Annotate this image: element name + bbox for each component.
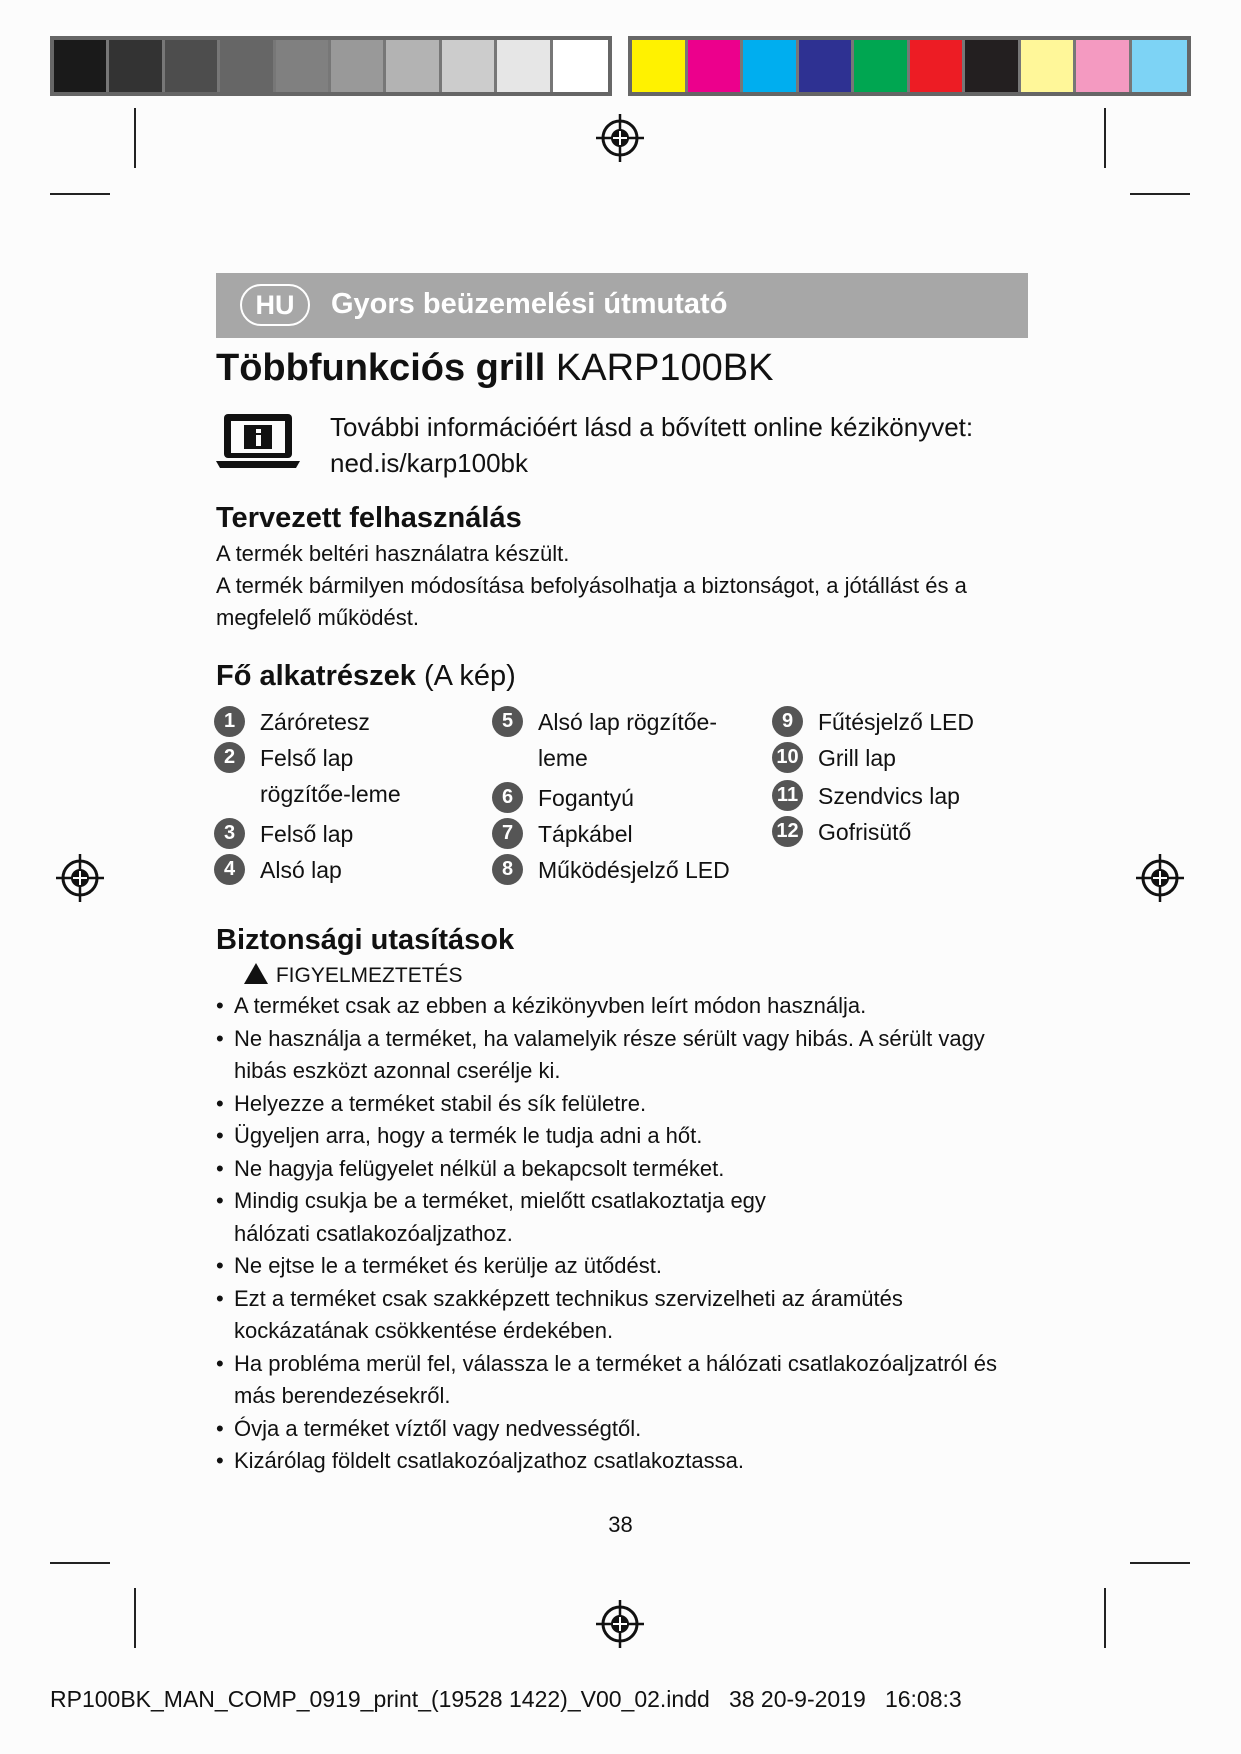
online-manual-link[interactable]: ned.is/karp100bk — [330, 448, 529, 478]
gray-swatch — [54, 40, 109, 92]
intended-use-line: A termék bármilyen módosítása befolyásolhatja a biztonságot, a jótállást és a megfelelő működést. — [216, 573, 967, 630]
part-number-badge: 7 — [492, 818, 523, 849]
crop-mark — [134, 1588, 136, 1648]
product-model: KARP100BK — [555, 347, 774, 389]
part-label: Működésjelző LED — [538, 857, 730, 883]
part-label: Tápkábel — [538, 821, 633, 847]
part-label: Záróretesz — [260, 709, 370, 735]
color-swatch — [743, 40, 799, 92]
color-swatch — [965, 40, 1021, 92]
part-label: Szendvics lap — [818, 783, 960, 809]
safety-item: • Óvja a terméket víztől vagy nedvességtől. — [216, 1413, 1036, 1446]
gray-swatch — [331, 40, 386, 92]
gray-swatch — [109, 40, 164, 92]
part-number-badge: 8 — [492, 854, 523, 885]
crop-mark — [1104, 108, 1106, 168]
color-swatch — [854, 40, 910, 92]
grayscale-bar — [50, 36, 612, 96]
safety-item: • Ezt a terméket csak szakképzett technikus szervizelheti az áramütés kockázatának csökkentése érdekében. — [216, 1283, 1036, 1348]
part-number-badge: 6 — [492, 782, 523, 813]
part-label: Gofrisütő — [818, 819, 912, 845]
part-number-badge: 12 — [772, 816, 803, 847]
safety-item: • Helyezze a terméket stabil és sík felületre. — [216, 1088, 1036, 1121]
color-bar — [628, 36, 1191, 96]
intended-use-heading: Tervezett felhasználás — [216, 502, 522, 534]
main-parts-heading-ref: (A kép) — [423, 660, 516, 692]
crop-mark — [1130, 1562, 1190, 1564]
registration-mark-icon — [56, 854, 104, 902]
color-swatch — [910, 40, 966, 92]
color-swatch — [1076, 40, 1132, 92]
warning-text: FIGYELMEZTETÉS — [275, 964, 463, 987]
color-swatch — [1021, 40, 1077, 92]
safety-item: • Kizárólag földelt csatlakozóaljzathoz csatlakoztassa. — [216, 1445, 1036, 1478]
gray-swatch — [386, 40, 441, 92]
safety-list — [216, 990, 1036, 1478]
registration-mark-icon — [1136, 854, 1184, 902]
page-number: 38 — [608, 1512, 633, 1537]
crop-mark — [1104, 1588, 1106, 1648]
registration-mark-icon — [596, 1600, 644, 1648]
part-number-badge: 5 — [492, 706, 523, 737]
language-code-badge: HU — [240, 284, 310, 326]
safety-item: • Ne hagyja felügyelet nélkül a bekapcsolt terméket. — [216, 1153, 1036, 1186]
part-label: Fűtésjelző LED — [818, 709, 974, 735]
safety-item: • Ne használja a terméket, ha valamelyik része sérült vagy hibás. A sérült vagy hibás eszközt azonnal cserélje ki. — [216, 1023, 1036, 1088]
safety-item: • Mindig csukja be a terméket, mielőtt csatlakoztatja egy hálózati csatlakozóaljzathoz. — [216, 1185, 1036, 1250]
section-title: Gyors beüzemelési útmutató — [331, 288, 728, 320]
safety-item: • Ügyeljen arra, hogy a termék le tudja adni a hőt. — [216, 1120, 1036, 1153]
crop-mark — [134, 108, 136, 168]
laptop-info-icon — [216, 412, 300, 470]
gray-swatch — [553, 40, 608, 92]
part-label: Alsó lap rögzítőe-leme — [538, 709, 717, 771]
gray-swatch — [276, 40, 331, 92]
intended-use-line: A termék beltéri használatra készült. — [216, 541, 570, 566]
part-label: Alsó lap — [260, 857, 342, 883]
part-number-badge: 10 — [772, 742, 803, 773]
part-number-badge: 4 — [214, 854, 245, 885]
intended-use-text — [216, 538, 1016, 634]
safety-item: • A terméket csak az ebben a kézikönyvben leírt módon használja. — [216, 990, 1036, 1023]
part-number-badge: 1 — [214, 706, 245, 737]
color-swatch — [799, 40, 855, 92]
part-label: Felső lap rögzítőe-leme — [260, 745, 401, 807]
gray-swatch — [220, 40, 275, 92]
gray-swatch — [442, 40, 497, 92]
part-number-badge: 2 — [214, 742, 245, 773]
crop-mark — [50, 193, 110, 195]
crop-mark — [50, 1562, 110, 1564]
part-number-badge: 11 — [772, 780, 803, 811]
part-number-badge: 9 — [772, 706, 803, 737]
main-parts-heading-bold: Fő alkatrészek — [216, 660, 416, 692]
part-number-badge: 3 — [214, 818, 245, 849]
safety-item: • Ne ejtse le a terméket és kerülje az ütődést. — [216, 1250, 1036, 1283]
crop-mark — [1130, 193, 1190, 195]
registration-mark-icon — [596, 114, 644, 162]
part-label: Grill lap — [818, 745, 896, 771]
color-swatch — [1132, 40, 1188, 92]
warning-label — [248, 963, 463, 988]
gray-swatch — [165, 40, 220, 92]
product-title-bold: Többfunkciós grill — [216, 347, 546, 389]
online-manual-note — [330, 409, 1030, 481]
part-label: Felső lap — [260, 821, 354, 847]
section-header-band — [216, 273, 1028, 338]
part-label: Fogantyú — [538, 785, 634, 811]
color-swatch — [632, 40, 688, 92]
color-swatch — [688, 40, 744, 92]
gray-swatch — [497, 40, 552, 92]
warning-triangle-icon — [244, 963, 268, 984]
safety-heading: Biztonsági utasítások — [216, 924, 515, 956]
online-manual-text: További információért lásd a bővített online kézikönyvet: — [330, 412, 974, 442]
print-slug: RP100BK_MAN_COMP_0919_print_(19528 1422)_V00_02.indd 38 20-9-2019 16:08:3 — [50, 1686, 962, 1712]
main-parts-heading — [216, 660, 516, 693]
product-title — [216, 347, 773, 390]
safety-item: • Ha probléma merül fel, válassza le a terméket a hálózati csatlakozóaljzatról és más berendezésekről. — [216, 1348, 1036, 1413]
